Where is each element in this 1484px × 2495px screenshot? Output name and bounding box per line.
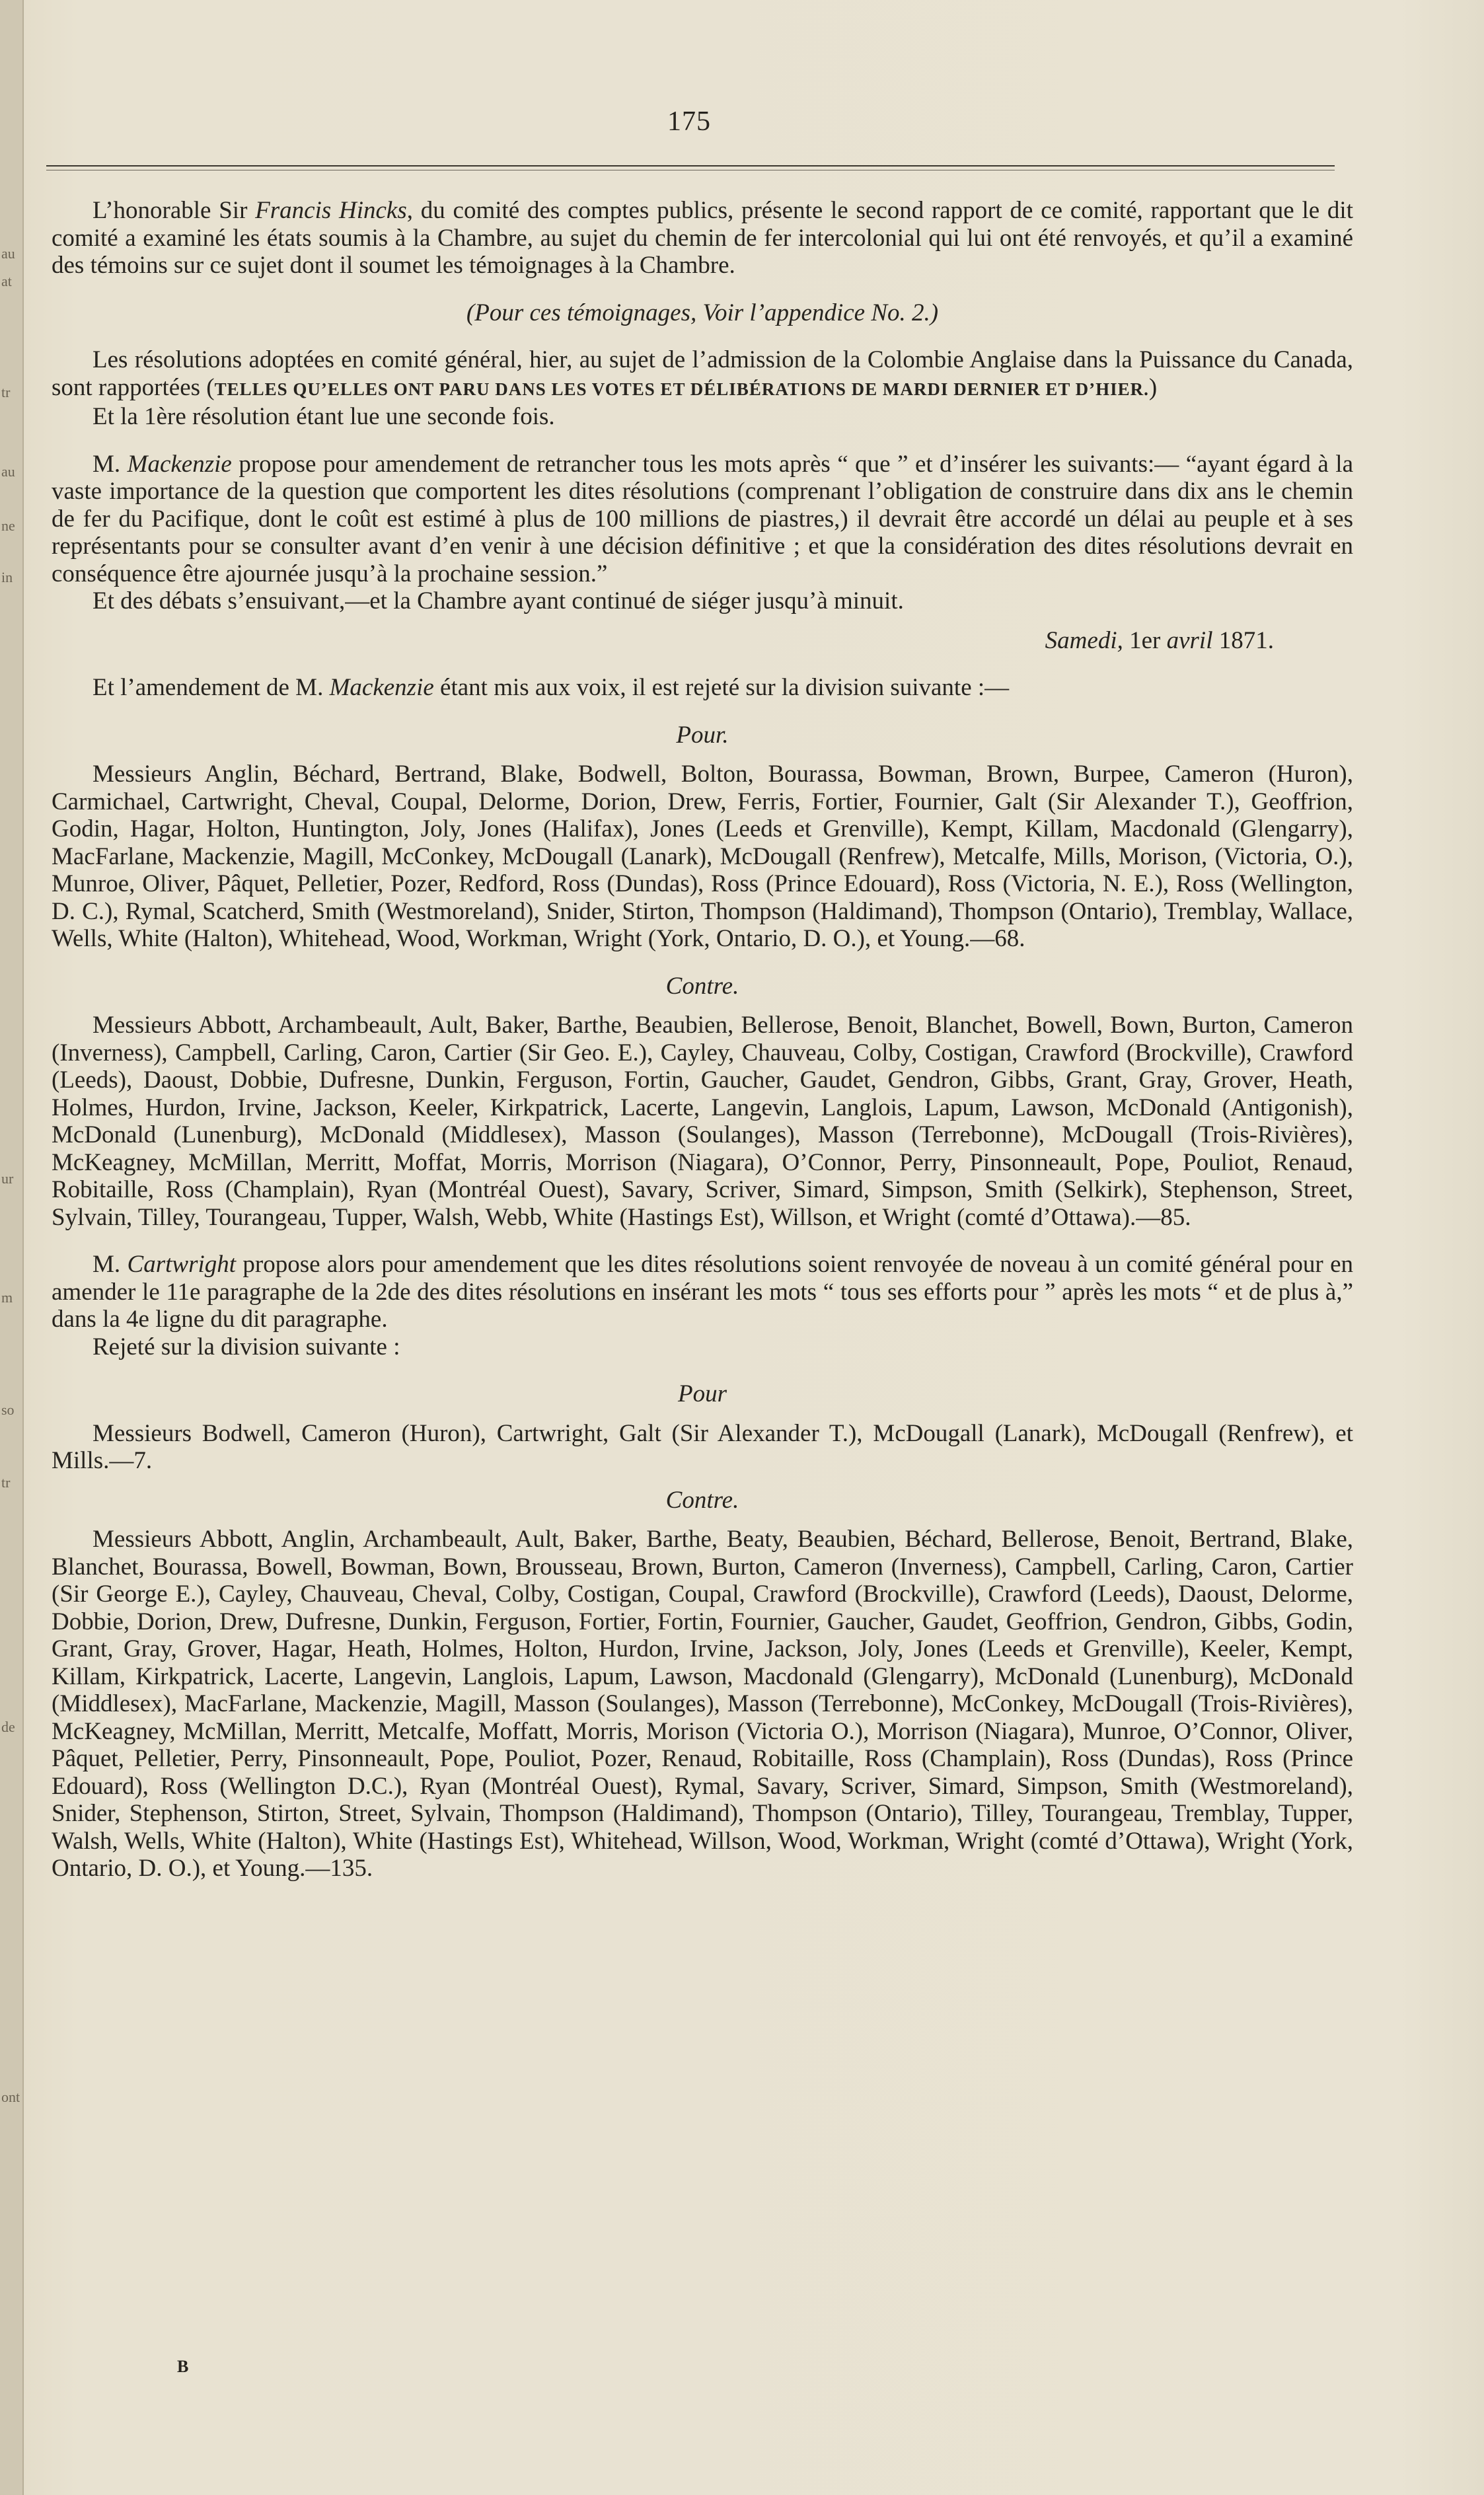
gutter-fragment: m <box>1 1289 13 1306</box>
gutter-fragment: ont <box>1 2089 20 2105</box>
text-run: propose alors pour amendement que les dites résolutions soient renvoyée de noveau à un comité général pour en amender le 11e paragraphe de la 2de des dites résolutions en insérant les mots “ tous ses efforts pour ” après les mots “ et de plus à,” dans la 4e ligne du dit paragraphe. <box>52 1251 1353 1333</box>
vote1-pour-heading: Pour. <box>676 721 729 749</box>
gutter-fragment: de <box>1 1719 15 1735</box>
gutter-fragment: in <box>1 569 13 585</box>
text-run: Et l’amendement de M. <box>93 674 330 701</box>
gutter-fragment: ur <box>1 1170 14 1187</box>
member-name: Mackenzie <box>329 674 434 701</box>
text-run: L’honorable Sir <box>93 197 256 224</box>
member-name: Cartwright <box>127 1251 237 1278</box>
text-run: M. <box>93 1251 128 1278</box>
date-line <box>52 627 1353 655</box>
text-run: Les résolutions adoptées en comité général, hier, au sujet de l’admission de la Colombie Anglaise dans la Puissance du Canada, sont rapportées ( <box>52 346 1353 401</box>
text-run: propose pour amendement de retrancher tous les mots après “ que ” et d’insérer les suivants:— “ayant égard à la vaste importance de la question que comportent les dites résolutions (comprenant l’obligation de construire dans dix ans le chemin de fer du Pacifique, dont le coût est estimé à plus de 100 millions de piastres,) il devrait être accordé un délai au peuple et à ses représentants pour se consulter avant d’en venir à une décision définitive ; et que la considération des dites résolutions devrait en conséquence être ajournée jusqu’à la prochaine session.” <box>52 450 1354 587</box>
paragraph-rejected: Rejeté sur la division suivante : <box>93 1333 400 1360</box>
date-day: Samedi, <box>1045 626 1123 654</box>
smallcaps-text: TELLES QU’ELLES ONT PARU DANS LES VOTES ET DÉLIBÉRATIONS DE MARDI DERNIER ET D’HIER. <box>214 379 1149 399</box>
paragraph-debates: Et des débats s’ensuivant,—et la Chambre ayant continué de siéger jusqu’à minuit. <box>93 587 904 614</box>
paragraph-cartwright-amendment <box>52 1251 1353 1333</box>
date-year: 1871. <box>1212 626 1274 654</box>
paragraph-hincks-report <box>52 197 1353 279</box>
appendix-note <box>52 299 1353 327</box>
appendix-note-text: (Pour ces témoignages, Voir l’appendice No. 2.) <box>466 299 939 326</box>
page-body <box>52 197 1353 1882</box>
vote1-pour-list: Messieurs Anglin, Béchard, Bertrand, Blake, Bodwell, Bolton, Bourassa, Bowman, Brown, Burpee, Cameron (Huron), Carmichael, Cartwright, Cheval, Coupal, Delorme, Dorion, Drew, Ferris, Fortier, Fournier, Galt (Sir Alexander T.), Geoffrion, Godin, Hagar, Holton, Huntington, Joly, Jones (Halifax), Jones (Leeds et Grenville), Kempt, Killam, Macdonald (Glengarry), MacFarlane, Mackenzie, Magill, McConkey, McDougall (Lanark), McDougall (Renfrew), Metcalfe, Mills, Morison, (Victoria, O.), Munroe, Oliver, Pâquet, Pelletier, Pozer, Redford, Ross (Dundas), Ross (Prince Edouard), Ross (Victoria, N. E.), Ross (Wellington, D. C.), Rymal, Scatcherd, Smith (Westmoreland), Snider, Stirton, Thompson (Haldimand), Thompson (Ontario), Tremblay, Wallace, Wells, White (Halton), Whitehead, Wood, Workman, Wright (York, Ontario, D. O.), et Young.—68. <box>52 761 1353 952</box>
member-name: Francis Hincks <box>255 197 407 224</box>
gutter-fragment: au <box>1 245 15 262</box>
signature-mark: B <box>177 2357 189 2376</box>
binding-gutter <box>0 0 24 2495</box>
date-number: 1er <box>1123 626 1167 654</box>
vote2-contre-heading: Contre. <box>665 1486 739 1514</box>
text-run: , du comité des comptes publics, présente le second rapport de ce comité, rapportant que le dit comité a examiné les états soumis à la Chambre, au sujet du chemin de fer intercolonial qui lui ont été renvoyés, et qu’il a examiné des témoins sur ce sujet dont il soumet les témoignages à la Chambre. <box>52 197 1353 279</box>
member-name: Mackenzie <box>127 450 232 478</box>
gutter-fragment: au <box>1 463 15 480</box>
gutter-fragment: so <box>1 1401 15 1418</box>
page-number: 175 <box>667 106 711 137</box>
paragraph-vote-intro <box>52 674 1353 702</box>
vote2-contre-list: Messieurs Abbott, Anglin, Archambeault, Ault, Baker, Barthe, Beaty, Beaubien, Béchard, Bellerose, Benoit, Bertrand, Blake, Blanchet, Bourassa, Bowell, Bowman, Bown, Brousseau, Brown, Burton, Cameron (Inverness), Campbell, Carling, Caron, Cartier (Sir George E.), Cayley, Chauveau, Cheval, Colby, Costigan, Coupal, Crawford (Brockville), Crawford (Leeds), Daoust, Delorme, Dobbie, Dorion, Drew, Dufresne, Dunkin, Ferguson, Fortier, Fortin, Fournier, Gaucher, Gaudet, Geoffrion, Gendron, Gibbs, Godin, Grant, Gray, Grover, Hagar, Heath, Holmes, Holton, Hurdon, Irvine, Jackson, Joly, Jones (Leeds et Grenville), Keeler, Kempt, Killam, Kirkpatrick, Lacerte, Langevin, Langlois, Lapum, Lawson, Macdonald (Glengarry), McDonald (Lunenburg), McDonald (Middlesex), MacFarlane, Mackenzie, Magill, Masson (Soulanges), Masson (Terrebonne), McConkey, McDougall (Trois-Rivières), McKeagney, McMillan, Merritt, Metcalfe, Moffatt, Morris, Morison (Victoria O.), Morrison (Niagara), Munroe, O’Connor, Oliver, Pâquet, Pelletier, Perry, Pinsonneault, Pope, Pouliot, Pozer, Renaud, Robitaille, Ross (Champlain), Ross (Dundas), Ross (Prince Edouard), Ross (Wellington D.C.), Ryan (Montréal Ouest), Rymal, Savary, Scriver, Simard, Simpson, Smith (Westmoreland), Snider, Stephenson, Stirton, Street, Sylvain, Thompson (Haldimand), Thompson (Ontario), Tilley, Tourangeau, Tremblay, Tupper, Walsh, Wells, White (Halton), White (Hastings Est), Whitehead, Willson, Wood, Workman, Wright (comté d’Ottawa), Wright (York, Ontario, D. O.), et Young.—135. <box>52 1526 1353 1882</box>
gutter-fragment: tr <box>1 384 11 400</box>
gutter-fragment: at <box>1 273 12 289</box>
paragraph-resolutions <box>52 346 1353 403</box>
gutter-fragment: tr <box>1 1474 11 1491</box>
text-run: étant mis aux voix, il est rejeté sur la division suivante :— <box>433 674 1010 701</box>
vote2-pour-list: Messieurs Bodwell, Cameron (Huron), Cartwright, Galt (Sir Alexander T.), McDougall (Lanark), McDougall (Renfrew), et Mills.—7. <box>52 1419 1353 1474</box>
gutter-fragment: ne <box>1 517 15 534</box>
text-run: M. <box>93 450 128 478</box>
text-run: ) <box>1148 373 1158 401</box>
paragraph-mackenzie-amendment <box>52 451 1353 588</box>
vote1-contre-list: Messieurs Abbott, Archambeault, Ault, Baker, Barthe, Beaubien, Bellerose, Benoit, Blanchet, Bowell, Bown, Burton, Cameron (Inverness), Campbell, Carling, Caron, Cartier (Sir Geo. E.), Cayley, Chauveau, Colby, Costigan, Crawford (Brockville), Crawford (Leeds), Daoust, Dobbie, Dufresne, Dunkin, Ferguson, Fortin, Gaucher, Gaudet, Gendron, Gibbs, Grant, Gray, Grover, Heath, Holmes, Hurdon, Irvine, Jackson, Keeler, Kirkpatrick, Lacerte, Langevin, Langlois, Lapum, Lawson, McDonald (Antigonish), McDonald (Lunenburg), McDonald (Middlesex), Masson (Soulanges), Masson (Terrebonne), McDougall (Trois-Rivières), McKeagney, McMillan, Merritt, Moffat, Morris, Morrison (Niagara), O’Connor, Perry, Pinsonneault, Pope, Pouliot, Renaud, Robitaille, Ross (Champlain), Ryan (Montréal Ouest), Savary, Scriver, Simard, Simpson, Smith (Selkirk), Stephenson, Street, Sylvain, Tilley, Tourangeau, Tupper, Walsh, Webb, White (Hastings Est), Willson, et Wright (comté d’Ottawa).—85. <box>52 1012 1353 1231</box>
date-month: avril <box>1166 626 1213 654</box>
paragraph-first-resolution: Et la 1ère résolution étant lue une seconde fois. <box>93 403 555 430</box>
vote1-contre-heading: Contre. <box>665 972 739 1000</box>
vote2-pour-heading: Pour <box>678 1380 727 1407</box>
header-rule <box>46 165 1335 167</box>
